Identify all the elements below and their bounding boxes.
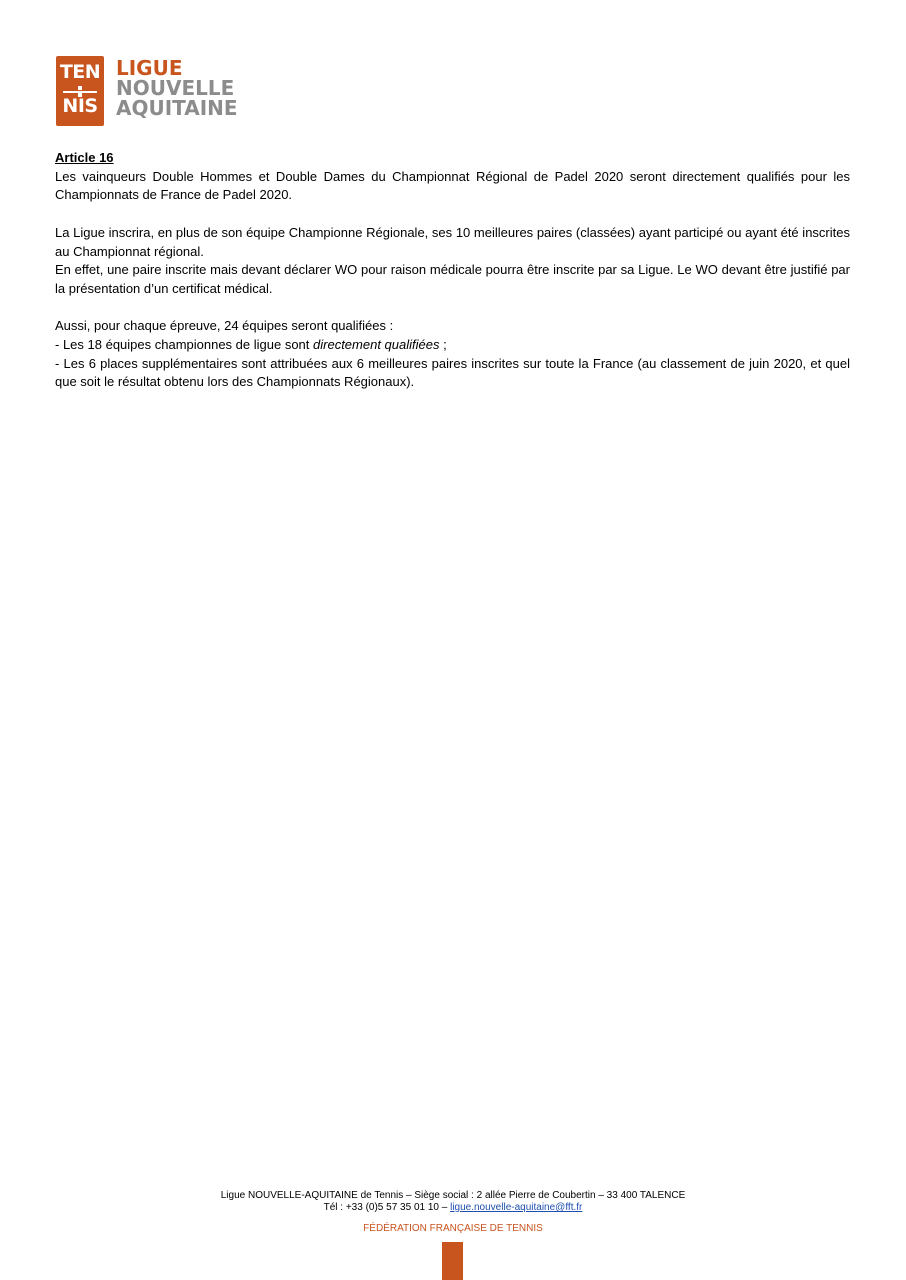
- league-logo: [56, 56, 256, 128]
- logo-net-post-top: [78, 86, 82, 90]
- paragraph-league-entries: La Ligue inscrira, en plus de son équipe Championne Régionale, ses 10 meilleures paires (classées) ayant participé ou ayant été inscrites au Championnat régional.: [55, 224, 850, 259]
- logo-line-nouvelle: NOUVELLE: [116, 76, 235, 100]
- footer-contact: [0, 1202, 906, 1214]
- paragraph-winners: Les vainqueurs Double Hommes et Double Dames du Championnat Régional de Padel 2020 seront directement qualifiés pour les Championnats de France de Padel 2020.: [55, 168, 850, 203]
- paragraph-champions: [55, 336, 850, 355]
- logo-mark-top: TEN: [59, 61, 101, 83]
- logo-wordmark: [116, 58, 238, 118]
- paragraph-gap: [55, 299, 850, 318]
- paragraph-wo: En effet, une paire inscrite mais devant déclarer WO pour raison médicale pourra être inscrite par sa Ligue. Le WO devant être justifié par la présentation d’un certificat médical.: [55, 262, 850, 296]
- footer-accent-bar: [442, 1242, 463, 1280]
- footer-phone: Tél : +33 (0)5 57 35 01 10 –: [323, 1202, 451, 1213]
- article-body: [55, 149, 850, 392]
- footer-email-link[interactable]: ligue.nouvelle-aquitaine@fft.fr: [450, 1202, 583, 1213]
- article-title: Article 16: [55, 150, 114, 165]
- paragraph-gap: [55, 205, 850, 224]
- champions-suffix: ;: [439, 337, 447, 352]
- champions-italic: directement qualifiées: [313, 337, 440, 352]
- champions-prefix: - Les 18 équipes championnes de ligue sont: [55, 337, 314, 352]
- paragraph-qualified-count: Aussi, pour chaque épreuve, 24 équipes seront qualifiées :: [55, 318, 394, 334]
- logo-mark-bottom: NIS: [62, 95, 98, 117]
- tennis-logo-mark: [56, 56, 104, 126]
- footer-address: Ligue NOUVELLE-AQUITAINE de Tennis – Siège social : 2 allée Pierre de Coubertin – 33 400 TALENCE: [220, 1190, 686, 1201]
- page-footer: [0, 1190, 906, 1214]
- federation-name: FÉDÉRATION FRANÇAISE DE TENNIS: [363, 1223, 543, 1234]
- logo-line-aquitaine: AQUITAINE: [116, 96, 238, 120]
- logo-line-ligue: LIGUE: [116, 56, 183, 80]
- paragraph-extra-places: - Les 6 places supplémentaires sont attribuées aux 6 meilleures paires inscrites sur toute la France (au classement de juin 2020, et quel que soit le résultat obtenu lors des Championnats Régionaux).: [55, 355, 850, 390]
